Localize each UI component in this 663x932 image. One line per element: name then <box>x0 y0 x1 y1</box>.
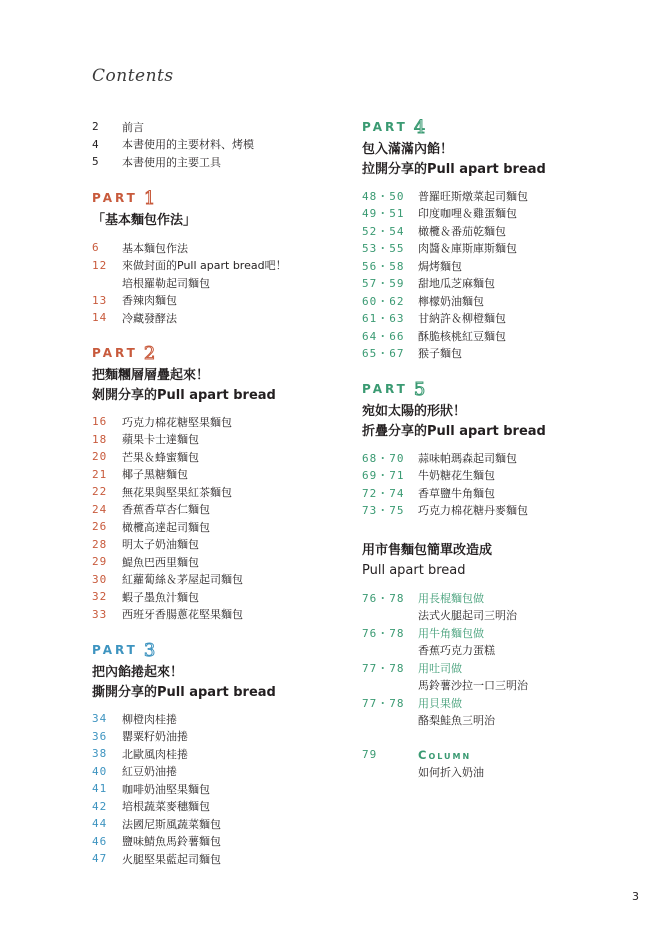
toc-entry[interactable] <box>92 571 276 589</box>
part-4-heading-line1: 包入滿滿內餡！ <box>362 142 454 157</box>
toc-entry[interactable] <box>362 624 528 642</box>
page-num: 77・78 <box>362 696 405 710</box>
toc-entry[interactable] <box>362 589 528 607</box>
toc-entry[interactable] <box>92 274 287 292</box>
entry-title: 北歐風肉桂捲 <box>122 747 188 761</box>
toc-entry[interactable] <box>92 292 287 310</box>
toc-entry[interactable] <box>92 483 276 501</box>
part-word: PART <box>362 382 408 396</box>
entry-title: 甜地瓜芝麻麵包 <box>418 277 495 291</box>
toc-entry[interactable] <box>92 466 276 484</box>
toc-entry[interactable] <box>92 309 287 327</box>
toc-entry[interactable] <box>92 780 276 798</box>
part-5-heading-line1: 宛如太陽的形狀！ <box>362 404 467 419</box>
entry-title: 牛奶糖花生麵包 <box>418 469 495 483</box>
toc-entry[interactable] <box>92 833 276 851</box>
entry-title: 紅豆奶油捲 <box>122 765 177 779</box>
page-num: 26 <box>92 520 108 534</box>
toc-entry[interactable] <box>362 467 546 485</box>
part-3-section <box>92 639 276 868</box>
part-number: 1 <box>143 187 159 209</box>
toc-entry[interactable] <box>92 257 287 275</box>
entry-title: 肉醬＆庫斯庫斯麵包 <box>418 242 517 256</box>
entry-title: 咖啡奶油堅果麵包 <box>122 782 210 796</box>
part-3-heading-line2: 撕開分享的Pull apart bread <box>92 685 276 700</box>
toc-entry[interactable] <box>92 413 276 431</box>
entry-label: 用牛角麵包做 <box>418 626 484 640</box>
part-3-heading-line1: 把內餡捲起來！ <box>92 665 184 680</box>
page-num: 40 <box>92 764 108 778</box>
page-num: 77・78 <box>362 661 405 675</box>
entry-title: 檸檬奶油麵包 <box>418 294 484 308</box>
entry-title: 法國尼斯風蔬菜麵包 <box>122 817 221 831</box>
part-3-label <box>92 639 276 661</box>
toc-entry[interactable] <box>362 240 546 258</box>
page-num: 76・78 <box>362 626 405 640</box>
toc-entry[interactable] <box>362 275 546 293</box>
toc-entry[interactable] <box>362 187 546 205</box>
toc-entry[interactable] <box>362 310 546 328</box>
entry-title: 甘納許＆柳橙麵包 <box>418 312 506 326</box>
part-4-section <box>362 116 546 362</box>
toc-entry[interactable] <box>92 501 276 519</box>
entry-title: 猴子麵包 <box>418 347 462 361</box>
toc-entry[interactable] <box>92 239 287 257</box>
part-word: PART <box>362 120 408 134</box>
entry-title: 普羅旺斯燉菜起司麵包 <box>418 189 528 203</box>
toc-entry[interactable] <box>92 553 276 571</box>
entry-title: 香蕉香草杏仁麵包 <box>122 503 210 517</box>
intro-section <box>92 118 254 171</box>
part-1-section <box>92 187 287 327</box>
page-num: 12 <box>92 258 108 272</box>
page-num: 29 <box>92 555 108 569</box>
entry-title: 芒果＆蜂蜜麵包 <box>122 450 199 464</box>
part-5-heading-line2: 折疊分享的Pull apart bread <box>362 424 546 439</box>
part-number: 2 <box>143 342 159 364</box>
page-num: 28 <box>92 537 108 551</box>
store-heading-line2: Pull apart bread <box>362 563 466 578</box>
page-num: 49・51 <box>362 207 405 221</box>
toc-entry[interactable] <box>92 518 276 536</box>
page-num: 64・66 <box>362 329 405 343</box>
page-num: 36 <box>92 729 108 743</box>
toc-entry[interactable] <box>362 449 546 467</box>
page-num: 46 <box>92 834 108 848</box>
toc-entry[interactable] <box>92 588 276 606</box>
page-title: Contents <box>92 66 174 86</box>
entry-title: 培根蔬菜麥穗麵包 <box>122 800 210 814</box>
page-num: 47 <box>92 852 108 866</box>
entry-title: 橄欖＆番茄乾麵包 <box>418 224 506 238</box>
toc-entry[interactable] <box>362 292 546 310</box>
part-1-heading: 「基本麵包作法」 <box>92 213 197 228</box>
entry-label: 用吐司做 <box>418 661 462 675</box>
part-1-label <box>92 187 287 209</box>
toc-entry[interactable] <box>92 118 254 136</box>
toc-entry[interactable] <box>92 850 276 868</box>
page-num: 16 <box>92 415 108 429</box>
page-num: 65・67 <box>362 347 405 361</box>
toc-entry[interactable] <box>92 728 276 746</box>
entry-title: 椰子黑糖麵包 <box>122 468 188 482</box>
entry-title: 印度咖哩＆雞蛋麵包 <box>418 207 517 221</box>
toc-entry[interactable] <box>362 205 546 223</box>
part-2-heading-line1: 把麵糰層層疊起來！ <box>92 368 210 383</box>
toc-entry[interactable] <box>92 448 276 466</box>
toc-entry[interactable] <box>362 746 484 764</box>
entry-title: 香辣肉麵包 <box>122 294 177 308</box>
store-heading-line1: 用市售麵包簡單改造成 <box>362 543 493 558</box>
toc-entry[interactable] <box>92 763 276 781</box>
entry-title: 香蕉巧克力蛋糕 <box>418 643 495 657</box>
page-num: 76・78 <box>362 591 405 605</box>
entry-title: 法式火腿起司三明治 <box>418 608 517 622</box>
toc-entry[interactable] <box>92 153 254 171</box>
toc-entry[interactable] <box>362 659 528 677</box>
entry-title: 西班牙香腸蔥花堅果麵包 <box>122 608 243 622</box>
page-num: 56・58 <box>362 259 405 273</box>
entry-title: 柳橙肉桂捲 <box>122 712 177 726</box>
entry-title: 酪梨鮭魚三明治 <box>418 713 495 727</box>
store-bread-section <box>362 541 528 729</box>
entry-title: 火腿堅果藍起司麵包 <box>122 852 221 866</box>
entry-title: 巧克力棉花糖丹麥麵包 <box>418 504 528 518</box>
part-5-label <box>362 378 546 400</box>
entry-title: 來做封面的Pull apart bread吧！ <box>122 259 287 273</box>
toc-entry[interactable] <box>92 536 276 554</box>
page-num: 13 <box>92 293 108 307</box>
page-num: 14 <box>92 311 108 325</box>
entry-label: 用長棍麵包做 <box>418 591 484 605</box>
page-num: 44 <box>92 817 108 831</box>
part-number: 5 <box>413 378 429 400</box>
page-num: 42 <box>92 799 108 813</box>
page-num: 69・71 <box>362 469 405 483</box>
page-num: 68・70 <box>362 451 405 465</box>
page-num: 52・54 <box>362 224 405 238</box>
page-num: 22 <box>92 485 108 499</box>
page-num: 79 <box>362 748 378 762</box>
page-num: 21 <box>92 467 108 481</box>
part-word: PART <box>92 346 138 360</box>
page-num: 53・55 <box>362 242 405 256</box>
page-num: 4 <box>92 137 100 151</box>
page-num: 61・63 <box>362 312 405 326</box>
toc-entry[interactable] <box>362 502 546 520</box>
page-num: 60・62 <box>362 294 405 308</box>
page-num: 5 <box>92 155 100 169</box>
toc-entry[interactable] <box>362 345 546 363</box>
entry-title: 紅蘿蔔絲＆茅屋起司麵包 <box>122 573 243 587</box>
part-4-heading-line2: 拉開分享的Pull apart bread <box>362 162 546 177</box>
page-num: 2 <box>92 120 100 134</box>
toc-entry[interactable] <box>92 136 254 154</box>
page-num: 73・75 <box>362 504 405 518</box>
entry-title: 蝦子墨魚汁麵包 <box>122 590 199 604</box>
toc-entry[interactable] <box>362 327 546 345</box>
page-num: 20 <box>92 450 108 464</box>
page-num: 72・74 <box>362 486 405 500</box>
entry-title: 焗烤麵包 <box>418 259 462 273</box>
entry-title: 蒜味帕瑪森起司麵包 <box>418 451 517 465</box>
entry-title: 蘋果卡士達麵包 <box>122 433 199 447</box>
entry-title: 如何折入奶油 <box>418 765 484 779</box>
part-number: 4 <box>413 116 429 138</box>
part-2-heading-line2: 剝開分享的Pull apart bread <box>92 388 276 403</box>
entry-title: 鯷魚巴西里麵包 <box>122 555 199 569</box>
column-label: Column <box>418 747 472 762</box>
entry-title: 鹽味鯖魚馬鈴薯麵包 <box>122 835 221 849</box>
part-4-label <box>362 116 546 138</box>
toc-entry[interactable] <box>92 815 276 833</box>
entry-title: 香草鹽牛角麵包 <box>418 486 495 500</box>
page-num: 34 <box>92 712 108 726</box>
page-num: 18 <box>92 432 108 446</box>
toc-entry[interactable] <box>362 222 546 240</box>
toc-entry[interactable] <box>362 257 546 275</box>
entry-title: 明太子奶油麵包 <box>122 538 199 552</box>
column-section <box>362 746 484 781</box>
toc-entry[interactable] <box>92 710 276 728</box>
page-num: 33 <box>92 607 108 621</box>
entry-title: 巧克力棉花糖堅果麵包 <box>122 415 232 429</box>
toc-entry[interactable] <box>92 431 276 449</box>
toc-entry[interactable] <box>92 745 276 763</box>
entry-title: 馬鈴薯沙拉一口三明治 <box>418 678 528 692</box>
entry-title: 本書使用的主要工具 <box>122 155 221 169</box>
entry-title: 無花果與堅果紅茶麵包 <box>122 485 232 499</box>
toc-entry[interactable] <box>92 606 276 624</box>
entry-label: 用貝果做 <box>418 696 462 710</box>
page-num: 48・50 <box>362 189 405 203</box>
part-word: PART <box>92 191 138 205</box>
toc-entry[interactable] <box>362 484 546 502</box>
entry-title: 培根羅勒起司麵包 <box>122 276 210 290</box>
page-num: 32 <box>92 590 108 604</box>
entry-title: 橄欖高達起司麵包 <box>122 520 210 534</box>
part-2-section <box>92 342 276 623</box>
toc-entry[interactable] <box>92 798 276 816</box>
part-number: 3 <box>143 639 159 661</box>
toc-entry[interactable] <box>362 694 528 712</box>
page-num: 6 <box>92 241 100 255</box>
page-num: 41 <box>92 782 108 796</box>
entry-title: 前言 <box>122 120 144 134</box>
page-num: 30 <box>92 572 108 586</box>
entry-title: 酥脆核桃紅豆麵包 <box>418 329 506 343</box>
entry-title: 基本麵包作法 <box>122 241 188 255</box>
part-5-section <box>362 378 546 519</box>
entry-title: 罌粟籽奶油捲 <box>122 730 188 744</box>
part-word: PART <box>92 643 138 657</box>
page-number: 3 <box>632 890 639 903</box>
part-2-label <box>92 342 276 364</box>
entry-title: 本書使用的主要材料、烤模 <box>122 138 254 152</box>
page-num: 57・59 <box>362 277 405 291</box>
page-num: 24 <box>92 502 108 516</box>
entry-title: 冷藏發酵法 <box>122 311 177 325</box>
page-num: 38 <box>92 747 108 761</box>
